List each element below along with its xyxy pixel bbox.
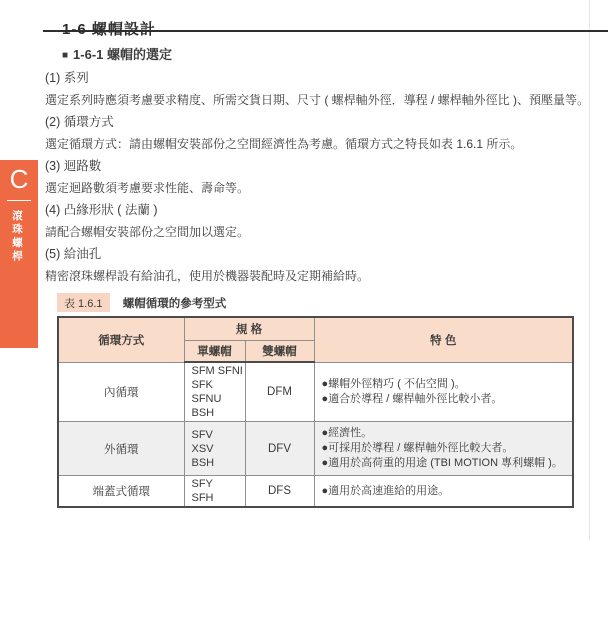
header-spec: 規 格: [184, 317, 314, 341]
item-body-circulation: 選定循環方式：請由螺帽安裝部份之空間經濟性為考慮。循環方式之特長如表 1.6.1 所示。: [45, 137, 523, 151]
model-line: SFH: [191, 492, 214, 504]
chapter-tab: [0, 160, 38, 348]
cell-single-models: [184, 422, 245, 476]
feature-line: ●可採用於導程 / 螺桿軸外徑比較大者。: [321, 442, 514, 454]
square-bullet-icon: ■: [62, 50, 69, 61]
feature-line: ●適用於高速進給的用途。: [321, 484, 450, 497]
cell-method: 內循環: [58, 362, 184, 422]
subsection-title-text: 1-6-1 螺帽的選定: [73, 47, 173, 62]
header-feature: 特 色: [314, 317, 573, 362]
item-body-series: 選定系列時應須考慮要求精度、所需交貨日期、尺寸 ( 螺桿軸外徑．導程 / 螺桿軸外徑比 )、預壓量等。: [45, 93, 589, 107]
nut-circulation-table: [57, 316, 574, 508]
cell-features: [314, 476, 573, 508]
table-number-tag: 表 1.6.1: [57, 293, 110, 312]
model-line: SFY: [191, 478, 213, 490]
cell-features: [314, 422, 573, 476]
header-circulation-method: 循環方式: [58, 317, 184, 362]
item-heading-circuits: (3) 迴路數: [45, 159, 102, 173]
table-row-external: [58, 422, 573, 476]
cell-single-models: [184, 476, 245, 508]
page-title: [62, 18, 156, 39]
main-content: [45, 44, 591, 508]
item-body-oilhole: 精密滾珠螺桿設有給油孔，使用於機器裝配時及定期補給時。: [45, 269, 370, 283]
feature-line: ●適用於高荷重的用途 (TBI MOTION 專利螺帽 )。: [321, 457, 563, 469]
chapter-label: 滾珠螺桿: [11, 210, 23, 264]
model-line: SFV: [191, 428, 213, 441]
item-heading-series: (1) 系列: [45, 71, 89, 85]
item-heading-flange: (4) 凸緣形狀 ( 法蘭 ): [45, 203, 158, 217]
table-row-internal: [58, 362, 573, 422]
item-body-flange: 請配合螺帽安裝部份之空間加以選定。: [45, 225, 250, 239]
item-heading-oilhole: (5) 給油孔: [45, 247, 102, 261]
item-body-circuits: 選定迴路數須考慮要求性能、壽命等。: [45, 181, 250, 195]
model-line: SFM SFNI: [191, 365, 243, 377]
table-caption-row: [57, 293, 591, 310]
model-line: BSH: [191, 407, 215, 419]
table-caption: 螺帽循環的參考型式: [122, 298, 227, 310]
model-line: SFK SFNU: [191, 379, 222, 405]
table-header-row-1: [58, 317, 573, 341]
table-row-endcap: [58, 476, 573, 508]
cell-method: 端蓋式循環: [58, 476, 184, 508]
model-line: BSH: [191, 456, 215, 469]
cell-method: 外循環: [58, 422, 184, 476]
cell-single-models: [184, 362, 245, 422]
title-rule: [43, 30, 608, 32]
feature-line: ●適合於導程 / 螺桿軸外徑比較小者。: [321, 392, 503, 405]
cell-double-model: DFM: [245, 362, 314, 422]
header-single-nut: 單螺帽: [184, 341, 245, 363]
header-double-nut: 雙螺帽: [245, 341, 314, 363]
cell-features: [314, 362, 573, 422]
cell-double-model: DFV: [245, 422, 314, 476]
model-line: XSV: [191, 442, 214, 455]
item-heading-circulation: (2) 循環方式: [45, 115, 114, 129]
subsection-title: [62, 44, 591, 63]
chapter-letter: C: [9, 164, 29, 194]
feature-line: ●經濟性。: [321, 427, 373, 439]
feature-line: ●螺帽外徑精巧 ( 不佔空間 )。: [321, 377, 466, 390]
chapter-tab-divider: [7, 200, 31, 201]
cell-double-model: DFS: [245, 476, 314, 508]
